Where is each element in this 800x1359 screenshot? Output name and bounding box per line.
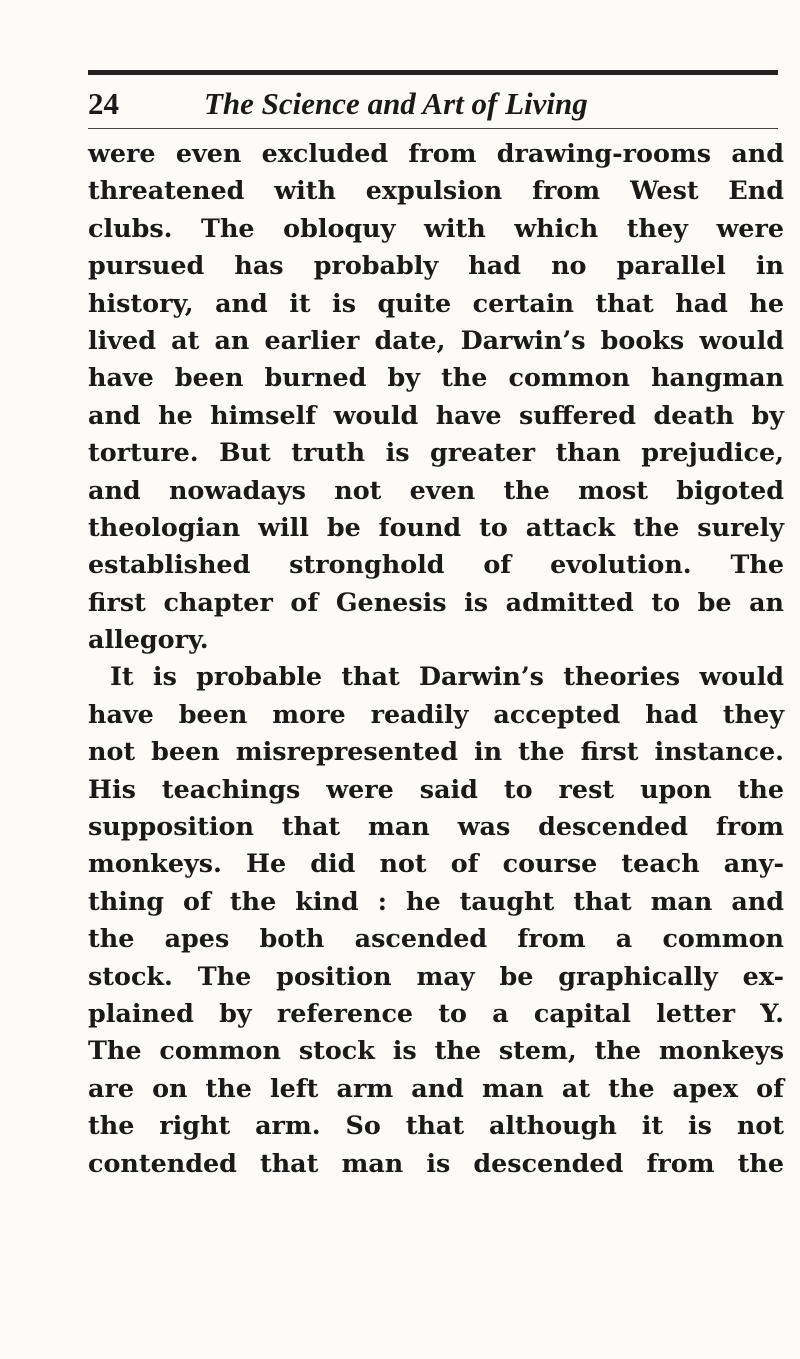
text-line: not been misrepresented in the first instance. xyxy=(88,736,784,767)
body-text xyxy=(88,135,784,1182)
text-line: stock. The position may be graphically ex- xyxy=(88,960,784,991)
text-line: pursued has probably had no parallel in xyxy=(88,250,784,281)
header-rule-bottom xyxy=(88,128,778,129)
running-header xyxy=(88,84,778,128)
text-line: theologian will be found to attack the surely xyxy=(88,511,784,542)
text-line: are on the left arm and man at the apex of xyxy=(88,1072,784,1103)
text-line: were even excluded from drawing-rooms and xyxy=(88,138,784,168)
text-line: lived at an earlier date, Darwin’s books would xyxy=(88,324,784,355)
text-line: the apes both ascended from a common xyxy=(88,923,784,954)
text-line: thing of the kind : he taught that man and xyxy=(88,885,784,916)
text-line: allegory. xyxy=(88,624,209,655)
text-line: have been more readily accepted had they xyxy=(88,698,784,729)
text-line: contended that man is descended from the xyxy=(88,1147,784,1178)
text-line: history, and it is quite certain that had he xyxy=(88,287,784,318)
text-line: clubs. The obloquy with which they were xyxy=(88,212,784,243)
text-line: first chapter of Genesis is admitted to be an xyxy=(88,586,784,617)
text-line: have been burned by the common hangman xyxy=(88,362,784,393)
text-line: monkeys. He did not of course teach any- xyxy=(88,848,784,879)
text-line: the right arm. So that although it is not xyxy=(88,1110,784,1141)
text-line: His teachings were said to rest upon the xyxy=(88,773,784,804)
header-rule-top xyxy=(88,70,778,75)
text-line: torture. But truth is greater than prejudice, xyxy=(88,437,784,468)
page-number: 24 xyxy=(88,86,119,121)
text-line: supposition that man was descended from xyxy=(88,811,784,842)
running-title: The Science and Art of Living xyxy=(204,86,588,121)
text-line: and he himself would have suffered death by xyxy=(88,399,784,430)
text-line: plained by reference to a capital letter Y. xyxy=(88,997,784,1028)
text-line: threatened with expulsion from West End xyxy=(88,175,784,206)
text-line: and nowadays not even the most bigoted xyxy=(88,474,784,505)
text-line: It is probable that Darwin’s theories would xyxy=(110,661,784,692)
text-line: The common stock is the stem, the monkeys xyxy=(88,1035,784,1066)
text-line: established stronghold of evolution. The xyxy=(88,549,784,580)
